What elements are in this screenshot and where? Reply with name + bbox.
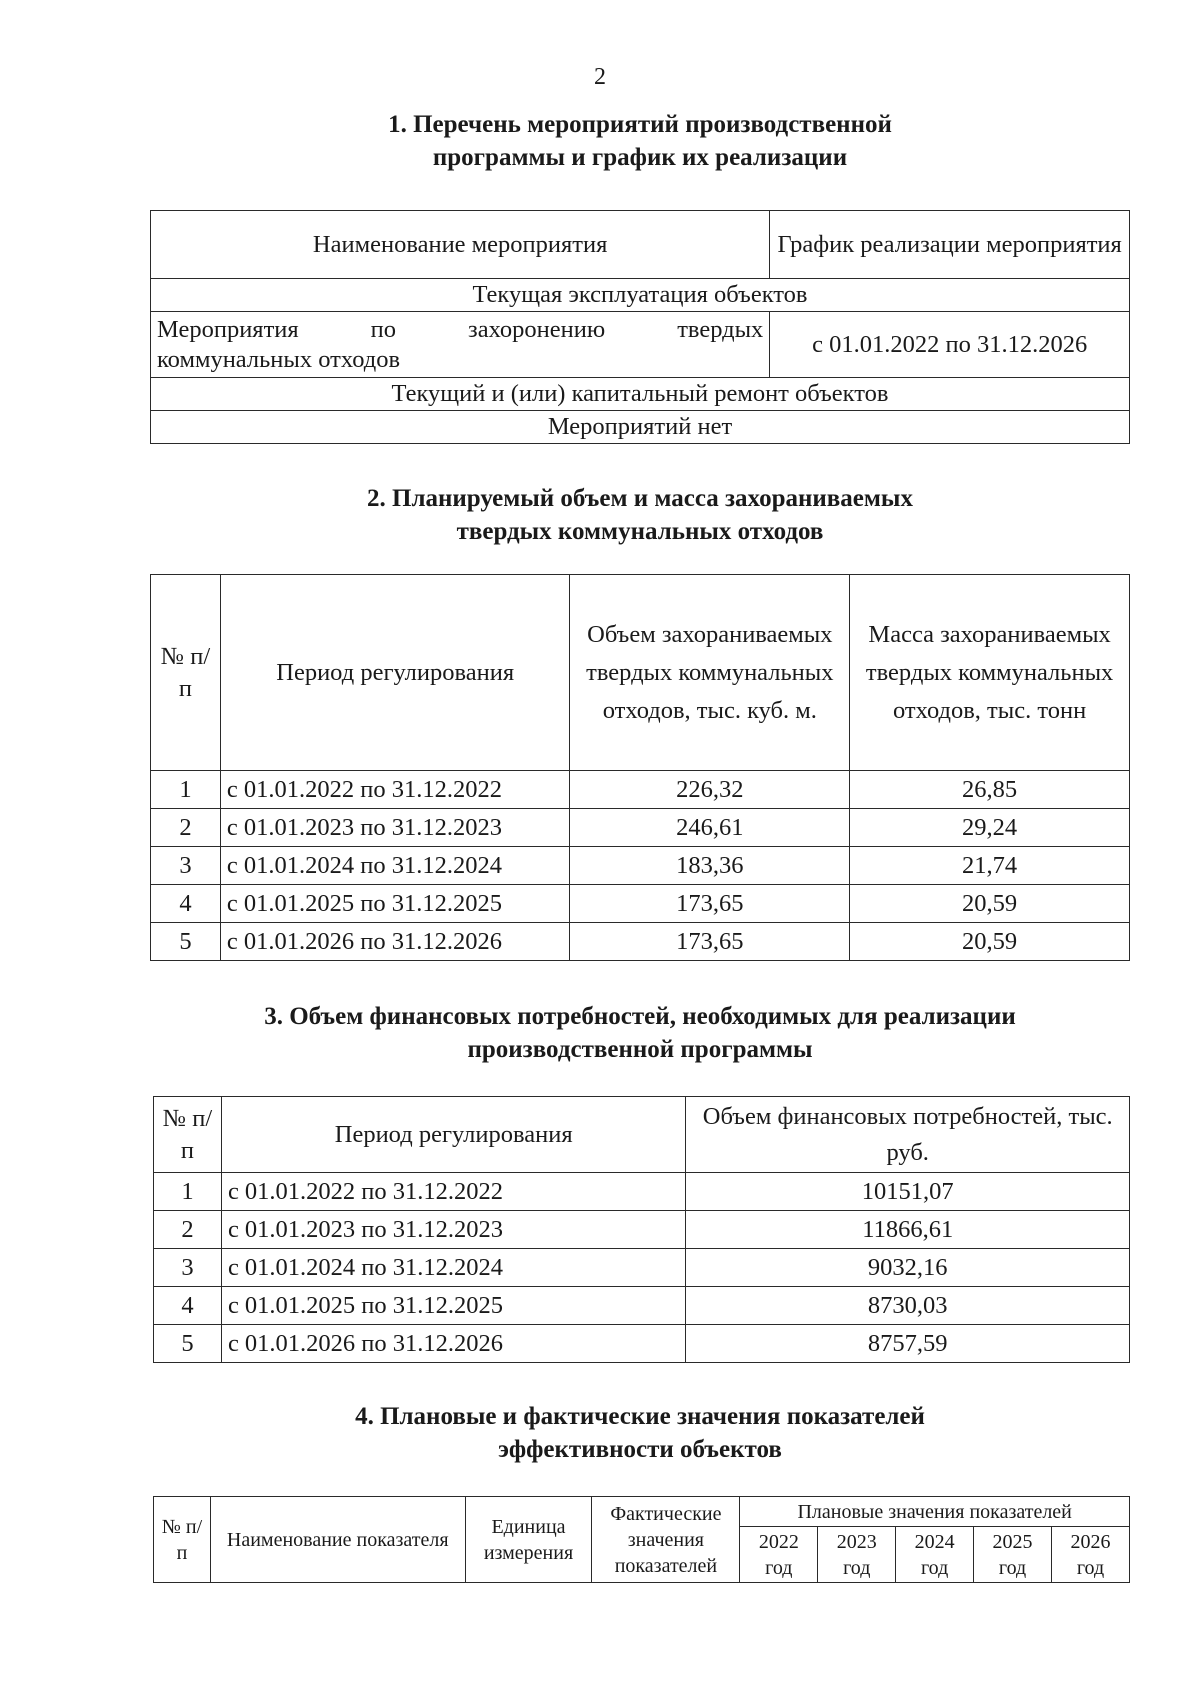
activities-table	[150, 210, 1130, 444]
row-finance: 9032,16	[686, 1249, 1130, 1287]
row-num: 2	[151, 809, 221, 847]
row-num: 2	[154, 1211, 222, 1249]
header-year: 2025 год	[974, 1527, 1052, 1583]
table-row	[151, 809, 1130, 847]
waste-volume-table	[150, 574, 1130, 961]
row-period: с 01.01.2026 по 31.12.2026	[221, 1325, 686, 1363]
row-finance: 8730,03	[686, 1287, 1130, 1325]
row-finance: 8757,59	[686, 1325, 1130, 1363]
header-indicator: Наименование показателя	[210, 1497, 465, 1583]
group-repair-note: Мероприятий нет	[151, 411, 1130, 444]
row-mass: 21,74	[850, 847, 1130, 885]
row-mass: 26,85	[850, 771, 1130, 809]
row-mass: 20,59	[850, 885, 1130, 923]
table-row	[151, 312, 1130, 378]
section1-title-line1: 1. Перечень мероприятий производственной	[388, 111, 892, 138]
row-num: 5	[154, 1325, 222, 1363]
row-volume: 173,65	[570, 923, 850, 961]
table-row	[151, 923, 1130, 961]
row-mass: 29,24	[850, 809, 1130, 847]
activity-name-cell	[151, 312, 770, 378]
table-row	[151, 771, 1130, 809]
section1-title-line2: программы и график их реализации	[432, 144, 848, 171]
group-row	[151, 411, 1130, 444]
header-year: 2022 год	[740, 1527, 818, 1583]
section1-title	[0, 108, 1200, 174]
finance-table	[153, 1096, 1130, 1363]
row-period: с 01.01.2022 по 31.12.2022	[220, 771, 570, 809]
header-period: Период регулирования	[221, 1097, 686, 1173]
activity-schedule-cell: с 01.01.2022 по 31.12.2026	[770, 312, 1130, 378]
activity-name-line1: Мероприятия по захоронению твердых	[157, 315, 764, 343]
section2-title	[0, 482, 1200, 548]
row-period: с 01.01.2023 по 31.12.2023	[221, 1211, 686, 1249]
table-header-row	[154, 1097, 1130, 1173]
section4-title-line2: эффективности объектов	[498, 1436, 782, 1463]
row-finance: 10151,07	[686, 1173, 1130, 1211]
table-row	[151, 847, 1130, 885]
header-mass: Масса захораниваемых твердых коммунальных отходов, тыс. тонн	[850, 575, 1130, 771]
row-num: 1	[154, 1173, 222, 1211]
section3-title-line1: 3. Объем финансовых потребностей, необходимых для реализации	[264, 1003, 1016, 1030]
row-num: 4	[154, 1287, 222, 1325]
section4-title-line1: 4. Плановые и фактические значения показателей	[355, 1403, 925, 1430]
table-row	[154, 1287, 1130, 1325]
page-number: 2	[594, 64, 606, 90]
row-volume: 246,61	[570, 809, 850, 847]
section2-title-line2: твердых коммунальных отходов	[456, 518, 824, 545]
section4-title	[0, 1400, 1200, 1466]
header-unit: Единица измерения	[465, 1497, 592, 1583]
section2-title-line1: 2. Планируемый объем и масса захораниваемых	[367, 485, 913, 512]
header-schedule: График реализации мероприятия	[770, 211, 1130, 279]
header-num: № п/п	[151, 575, 221, 771]
table-row	[154, 1211, 1130, 1249]
header-num: № п/п	[154, 1097, 222, 1173]
row-period: с 01.01.2025 по 31.12.2025	[220, 885, 570, 923]
row-num: 3	[151, 847, 221, 885]
activity-name-line2: коммунальных отходов	[157, 345, 401, 373]
header-year: 2026 год	[1051, 1527, 1129, 1583]
row-num: 3	[154, 1249, 222, 1287]
table-header-row	[151, 575, 1130, 771]
group-row	[151, 279, 1130, 312]
table-header-row	[151, 211, 1130, 279]
header-finance: Объем финансовых потребностей, тыс. руб.	[686, 1097, 1130, 1173]
header-activity-name: Наименование мероприятия	[151, 211, 770, 279]
group-current-operation: Текущая эксплуатация объектов	[151, 279, 1130, 312]
row-num: 5	[151, 923, 221, 961]
row-period: с 01.01.2022 по 31.12.2022	[221, 1173, 686, 1211]
row-volume: 226,32	[570, 771, 850, 809]
table-row	[151, 885, 1130, 923]
efficiency-table	[153, 1496, 1130, 1583]
row-period: с 01.01.2024 по 31.12.2024	[221, 1249, 686, 1287]
header-planned: Плановые значения показателей	[740, 1497, 1130, 1527]
header-actual: Фактические значения показателей	[592, 1497, 740, 1583]
row-period: с 01.01.2023 по 31.12.2023	[220, 809, 570, 847]
row-period: с 01.01.2025 по 31.12.2025	[221, 1287, 686, 1325]
row-period: с 01.01.2024 по 31.12.2024	[220, 847, 570, 885]
row-num: 4	[151, 885, 221, 923]
header-num: № п/п	[154, 1497, 211, 1583]
header-year: 2023 год	[818, 1527, 896, 1583]
row-mass: 20,59	[850, 923, 1130, 961]
table-row	[154, 1173, 1130, 1211]
row-finance: 11866,61	[686, 1211, 1130, 1249]
row-volume: 183,36	[570, 847, 850, 885]
header-volume: Объем захораниваемых твердых коммунальных отходов, тыс. куб. м.	[570, 575, 850, 771]
row-num: 1	[151, 771, 221, 809]
row-period: с 01.01.2026 по 31.12.2026	[220, 923, 570, 961]
group-row	[151, 378, 1130, 411]
group-repair: Текущий и (или) капитальный ремонт объектов	[151, 378, 1130, 411]
section3-title-line2: производственной программы	[467, 1036, 813, 1063]
row-volume: 173,65	[570, 885, 850, 923]
table-header-row	[154, 1497, 1130, 1527]
header-year: 2024 год	[896, 1527, 974, 1583]
header-period: Период регулирования	[220, 575, 570, 771]
table-row	[154, 1325, 1130, 1363]
section3-title	[0, 1000, 1200, 1066]
table-row	[154, 1249, 1130, 1287]
